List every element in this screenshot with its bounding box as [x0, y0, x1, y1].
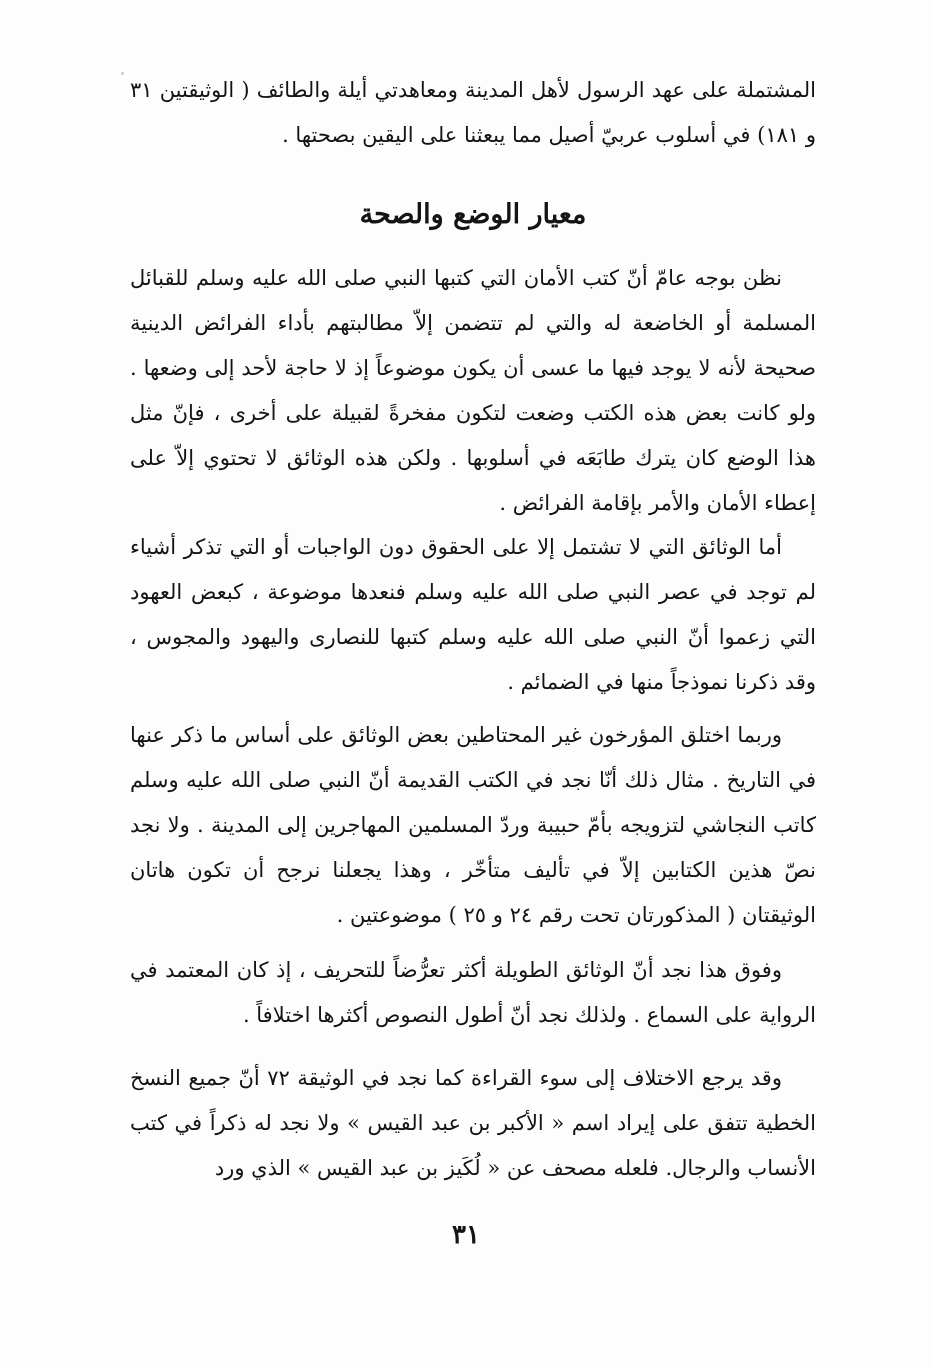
paragraph-1-block	[130, 256, 816, 526]
paragraph-2-block	[130, 525, 816, 705]
paragraph-3-block	[130, 713, 816, 938]
paragraph-5: وقد يرجع الاختلاف إلى سوء القراءة كما نجد في الوثيقة ٧٢ أنّ جميع النسخ الخطية تتفق على إيراد اسم « الأكبر بن عبد القيس » ولا نجد له ذكراً في كتب الأنساب والرجال. فلعله مصحف عن « لُكَيز بن عبد القيس » الذي ورد	[130, 1066, 816, 1180]
paragraph-2: أما الوثائق التي لا تشتمل إلا على الحقوق دون الواجبات أو التي تذكر أشياء لم توجد في عصر النبي صلى الله عليه وسلم فنعدها موضوعة ، كبعض العهود التي زعموا أنّ النبي صلى الله عليه وسلم كتبها للنصارى واليهود والمجوس ، وقد ذكرنا نموذجاً منها في الضمائم .	[130, 535, 816, 694]
page-number: ٣١	[452, 1220, 480, 1250]
intro-text-block	[130, 68, 816, 158]
paragraph-4-block	[130, 948, 816, 1038]
paragraph-5-block	[130, 1056, 816, 1191]
paragraph-3: وربما اختلق المؤرخون غير المحتاطين بعض الوثائق على أساس ما ذكر عنها في التاريخ . مثال ذلك أنّا نجد في الكتب القديمة أنّ النبي صلى الله عليه وسلم كاتب النجاشي لتزويجه بأمّ حبيبة وردّ المسلمين المهاجرين إلى المدينة . ولا نجد نصّ هذين الكتابين إلاّ في تأليف متأخّر ، وهذا يجعلنا نرجح أن تكون هاتان الوثيقتان ( المذكورتان تحت رقم ٢٤ و ٢٥ ) موضوعتين .	[130, 723, 816, 927]
page-edge-mark	[121, 72, 124, 75]
paragraph-4: وفوق هذا نجد أنّ الوثائق الطويلة أكثر تعرُّضاً للتحريف ، إذ كان المعتمد في الرواية على السماع . ولذلك نجد أنّ أطول النصوص أكثرها اختلافاً .	[130, 958, 816, 1027]
intro-paragraph: المشتملة على عهد الرسول لأهل المدينة ومعاهدتي أيلة والطائف ( الوثيقتين ٣١ و ١٨١) في أسلوب عربيّ أصيل مما يبعثنا على اليقين بصحتها .	[130, 78, 816, 147]
section-heading: معيار الوضع والصحة	[359, 199, 587, 230]
paragraph-1: نظن بوجه عامّ أنّ كتب الأمان التي كتبها النبي صلى الله عليه وسلم للقبائل المسلمة أو الخاضعة له والتي لم تتضمن إلاّ مطالبتهم بأداء الفرائض الدينية صحيحة لأنه لا يوجد فيها ما عسى أن يكون موضوعاً إذ لا حاجة لأحد إلى وضعها . ولو كانت بعض هذه الكتب وضعت لتكون مفخرةً لقبيلة على أخرى ، فإنّ مثل هذا الوضع كان يترك طابَعَه في أسلوبها . ولكن هذه الوثائق لا تحتوي إلاّ على إعطاء الأمان والأمر بإقامة الفرائض .	[130, 266, 816, 515]
